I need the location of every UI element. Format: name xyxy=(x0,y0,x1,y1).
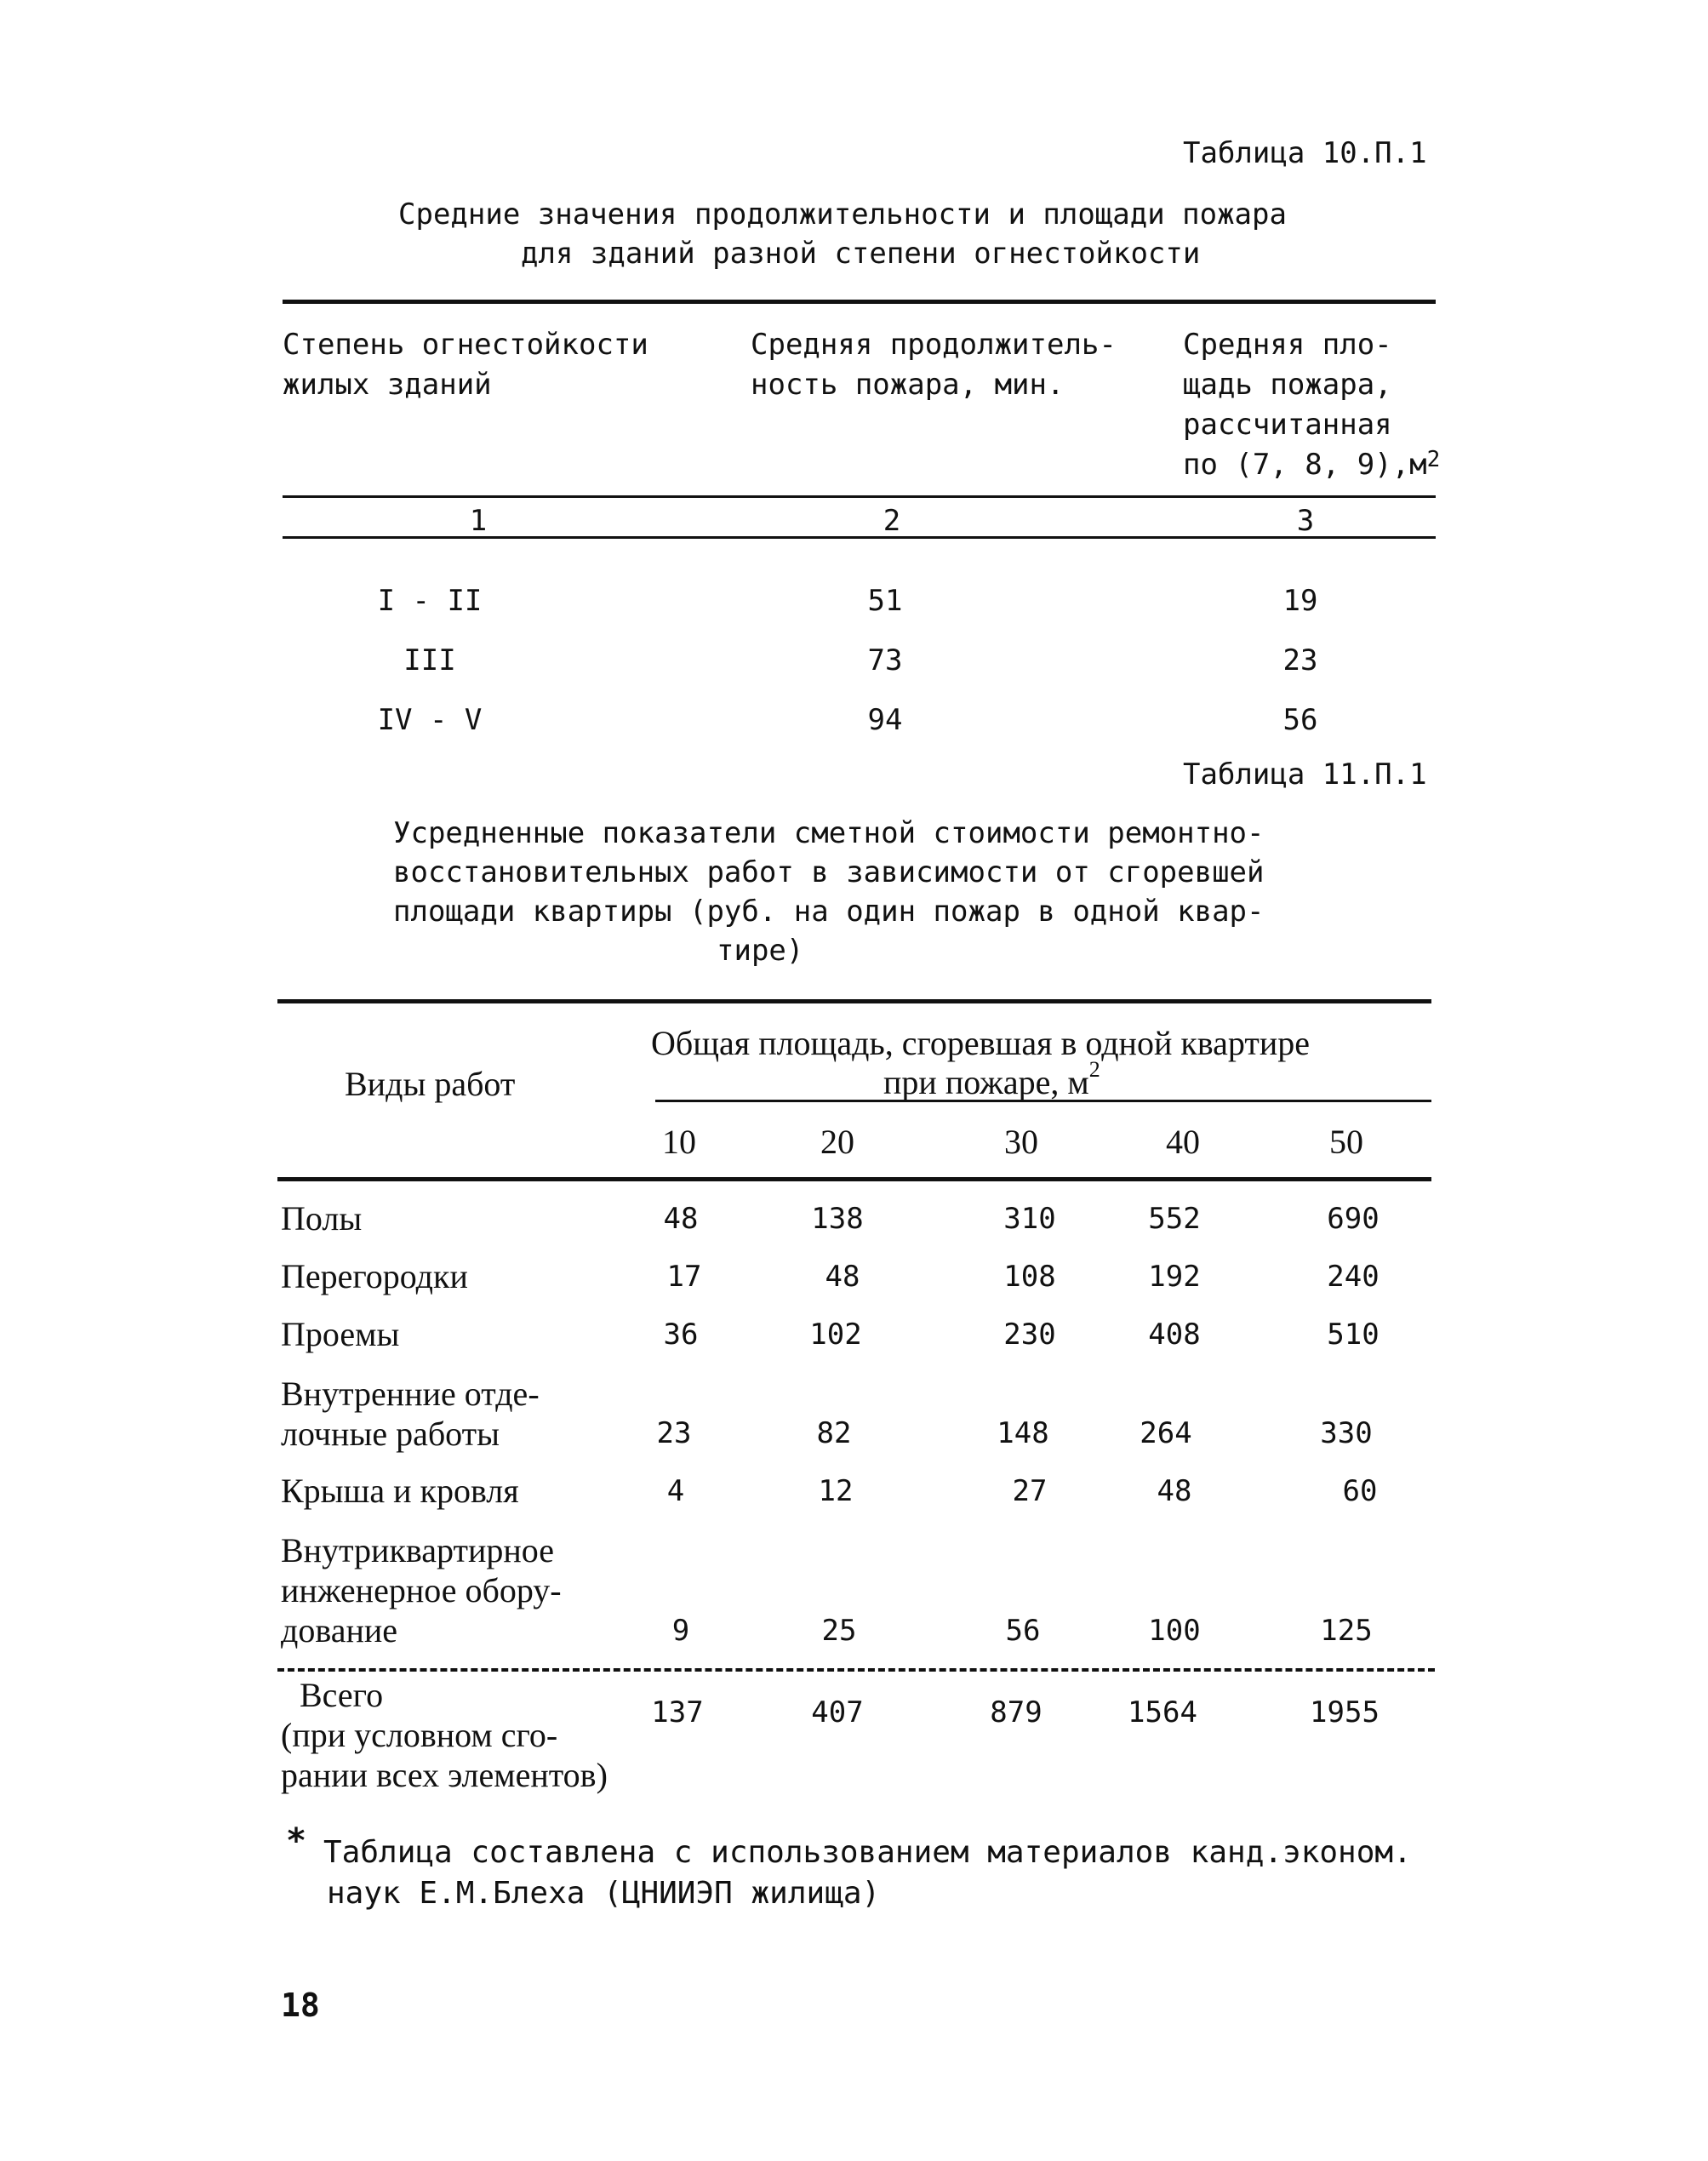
table1-row3-duration: 94 xyxy=(867,703,903,737)
table2-cell: 310 xyxy=(1003,1202,1056,1236)
table2-cell: 102 xyxy=(809,1318,862,1352)
table2-header-rule xyxy=(277,1177,1431,1181)
table1-row2-degree: III xyxy=(403,643,456,677)
table2-cell: 36 xyxy=(663,1318,699,1352)
table2-cell: 12 xyxy=(818,1474,854,1508)
table2-area-10: 10 xyxy=(662,1123,696,1161)
table2-total-cell: 1564 xyxy=(1128,1695,1197,1729)
table2-header-group-superscript: 2 xyxy=(1088,1057,1100,1082)
table2-cell: 17 xyxy=(666,1260,702,1294)
table2-total-label: Всего (при условном сго- рании всех элементов) xyxy=(281,1676,608,1794)
table2-title: Усредненные показатели сметной стоимости ремонтно- восстановительных работ в зависимости от сгоревшей площади квартиры (руб. на один пожар в одной квар- тире) xyxy=(393,816,1265,968)
table1-row3-degree: IV - V xyxy=(377,703,483,737)
table1-top-rule xyxy=(283,300,1436,304)
table2-header-works: Виды работ xyxy=(345,1065,516,1103)
table2-area-20: 20 xyxy=(820,1123,854,1161)
table2-top-rule xyxy=(277,999,1431,1003)
table1-number: Таблица 10.П.1 xyxy=(1183,136,1427,170)
table2-cell: 510 xyxy=(1327,1318,1380,1352)
table2-row-label: Внутриквартирное инженерное обору- дование xyxy=(281,1531,562,1649)
table2-area-50: 50 xyxy=(1329,1123,1363,1161)
table2-cell: 230 xyxy=(1003,1318,1056,1352)
table1-header-col3-superscript: 2 xyxy=(1426,447,1441,472)
table2-total-dashed-rule xyxy=(277,1668,1435,1672)
table2-cell: 48 xyxy=(825,1260,860,1294)
table1-row1-degree: I - II xyxy=(377,584,483,618)
table2-row-label: Внутренние отде- лочные работы xyxy=(281,1375,540,1453)
table2-cell: 264 xyxy=(1140,1416,1192,1450)
table1-row2-area: 23 xyxy=(1282,643,1318,677)
table1-row2-duration: 73 xyxy=(867,643,903,677)
table2-row-label: Перегородки xyxy=(281,1257,468,1295)
table2-header-group-line2: при пожаре, $м^2$ xyxy=(883,1057,1100,1101)
table1-title-line1: Средние значения продолжительности и площади пожара xyxy=(398,197,1287,232)
table2-cell: 408 xyxy=(1148,1318,1201,1352)
table1-header-rule xyxy=(283,495,1436,498)
footnote-mark: * xyxy=(286,1821,307,1861)
table1-row1-area: 19 xyxy=(1282,584,1318,618)
table2-total-cell: 407 xyxy=(811,1695,864,1729)
table2-cell: 138 xyxy=(811,1202,864,1236)
table1-title-line2: для зданий разной степени огнестойкости xyxy=(521,237,1201,271)
table2-cell: 56 xyxy=(1005,1614,1041,1648)
table2-cell: 240 xyxy=(1327,1260,1380,1294)
table2-row-label: Полы xyxy=(281,1199,363,1238)
table2-cell: 690 xyxy=(1327,1202,1380,1236)
table1-row3-area: 56 xyxy=(1282,703,1318,737)
table2-cell: 552 xyxy=(1148,1202,1201,1236)
table2-header-group-line1: Общая площадь, сгоревшая в одной квартире xyxy=(651,1024,1311,1062)
table2-cell: 4 xyxy=(666,1474,685,1508)
footnote-line2: наук Е.М.Блеха (ЦНИИЭП жилища) xyxy=(327,1876,881,1911)
table1-col-number-2: 2 xyxy=(883,504,901,538)
table2-cell: 82 xyxy=(816,1416,852,1450)
table1-header-col2: Средняя продолжитель- ность пожара, мин. xyxy=(751,328,1117,402)
table2-cell: 108 xyxy=(1003,1260,1056,1294)
table2-cell: 148 xyxy=(997,1416,1049,1450)
table2-cell: 23 xyxy=(656,1416,692,1450)
table2-number: Таблица 11.П.1 xyxy=(1183,757,1427,792)
table2-group-rule xyxy=(655,1100,1431,1102)
table2-row-label: Крыша и кровля xyxy=(281,1472,519,1510)
table2-cell: 192 xyxy=(1148,1260,1201,1294)
table2-cell: 25 xyxy=(821,1614,857,1648)
table1-colnum-rule xyxy=(283,536,1436,539)
table2-cell: 48 xyxy=(663,1202,699,1236)
table2-cell: 27 xyxy=(1012,1474,1048,1508)
table2-cell: 100 xyxy=(1148,1614,1201,1648)
table2-cell: 48 xyxy=(1157,1474,1192,1508)
table1-header-col1: Степень огнестойкости жилых зданий xyxy=(283,328,648,402)
table1-header-col3: Средняя пло- щадь пожара, рассчитанная по (7, 8, $9),м^2$ xyxy=(1183,328,1441,482)
table1-col-number-3: 3 xyxy=(1296,504,1315,538)
table2-row-label: Проемы xyxy=(281,1315,400,1353)
table2-cell: 9 xyxy=(671,1614,690,1648)
table2-total-cell: 137 xyxy=(651,1695,704,1729)
table2-area-30: 30 xyxy=(1004,1123,1038,1161)
table2-cell: 60 xyxy=(1342,1474,1378,1508)
table1-row1-duration: 51 xyxy=(867,584,903,618)
table1-col-number-1: 1 xyxy=(469,504,488,538)
footnote-line1: Таблица составлена с использованием материалов канд.эконом. xyxy=(323,1835,1412,1870)
table2-total-cell: 879 xyxy=(990,1695,1043,1729)
page-number: 18 xyxy=(281,1987,320,2024)
table2-cell: 125 xyxy=(1320,1614,1373,1648)
table2-cell: 330 xyxy=(1320,1416,1373,1450)
table2-total-cell: 1955 xyxy=(1310,1695,1380,1729)
table2-area-40: 40 xyxy=(1166,1123,1200,1161)
